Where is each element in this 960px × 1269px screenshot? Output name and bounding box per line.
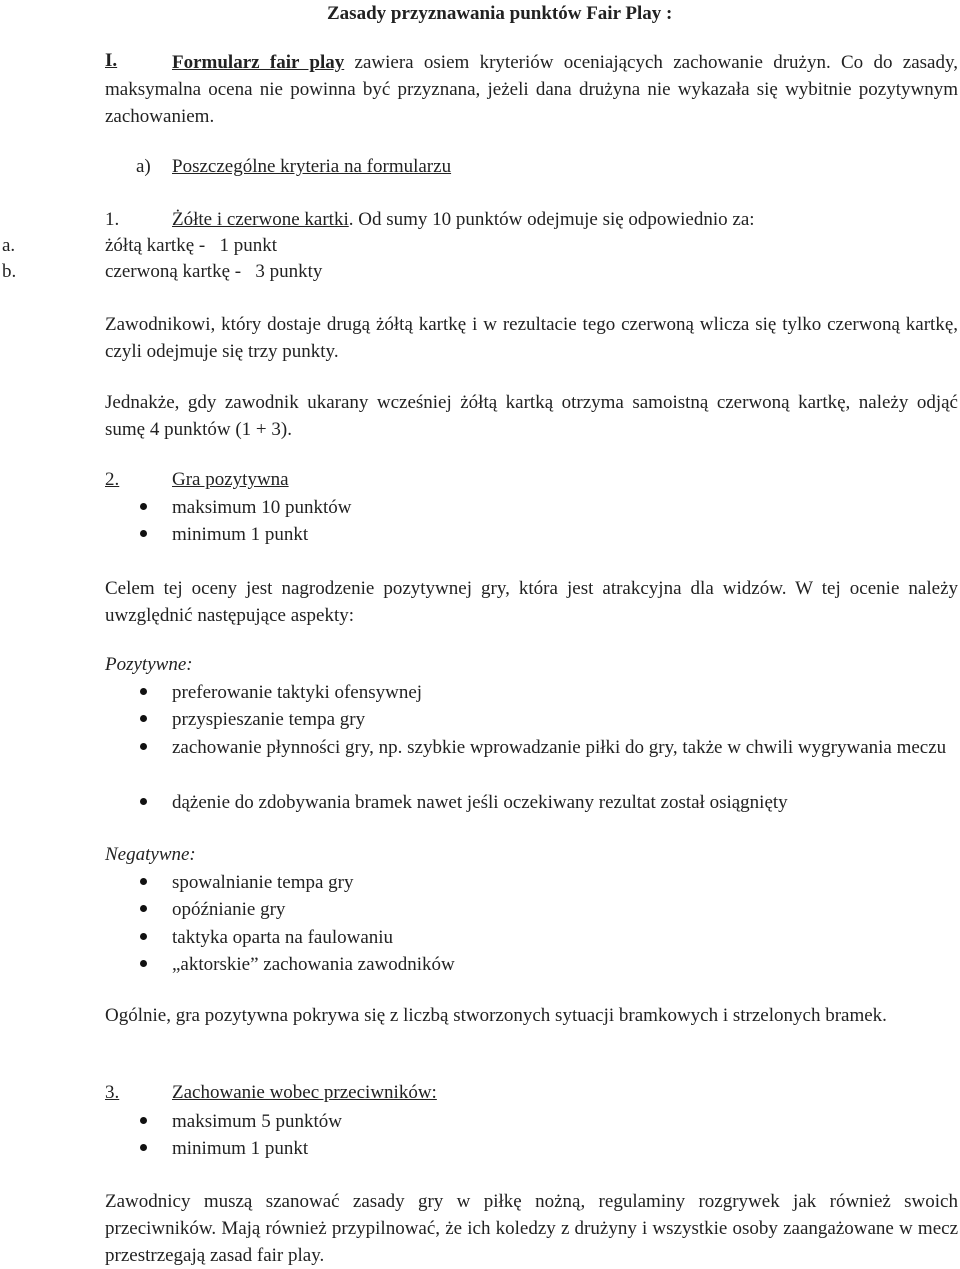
bullet-icon: [140, 905, 147, 912]
criterion-2-summary: Ogólnie, gra pozytywna pokrywa się z liczbą stworzonych sytuacji bramkowych i strzelonych bramek.: [105, 1005, 887, 1026]
negative-label: Negatywne:: [105, 844, 196, 865]
bullet-text: „aktorskie” zachowania zawodników: [172, 954, 455, 975]
positive-label: Pozytywne:: [105, 654, 193, 675]
bullet-text: spowalnianie tempa gry: [172, 872, 354, 893]
page-title: Zasady przyznawania punktów Fair Play :: [327, 3, 673, 24]
positive-item: [172, 789, 788, 816]
bullet-icon: [140, 798, 147, 805]
negative-item: [172, 924, 393, 951]
criterion-1-text: . Od sumy 10 punktów odejmuje się odpowiednio za:: [348, 209, 755, 230]
criterion-3-paragraph: Zawodnicy muszą szanować zasady gry w piłkę nożną, regulaminy rozgrywek jak również swoich przeciwników. Mają również przypilnować, że ich koledzy z drużyny i wszystkie osoby zaangażowane w mecz przestrzegają zasad fair play.: [105, 1191, 958, 1266]
subsection-a-marker: a): [136, 156, 151, 177]
list-marker-a: a.: [2, 235, 16, 256]
positive-item: [172, 679, 422, 706]
bullet-text: przyspieszanie tempa gry: [172, 709, 366, 730]
negative-item: [172, 869, 354, 896]
criterion-2-title: Gra pozytywna: [172, 469, 289, 490]
list-marker-b: b.: [2, 261, 17, 282]
bullet-icon: [140, 1144, 147, 1151]
criterion-1-line: [172, 208, 755, 232]
criterion-2-paragraph: Celem tej oceny jest nagrodzenie pozytywnej gry, która jest atrakcyjna dla widzów. W tej ocenie należy uwzględnić następujące aspekty:: [105, 578, 958, 626]
bullet-icon: [140, 743, 147, 750]
bullet-text: minimum 1 punkt: [172, 524, 309, 545]
criterion-1-paragraph-1: Zawodnikowi, który dostaje drugą żółtą kartkę i w rezultacie tego czerwoną wlicza się tylko czerwoną kartkę, czyli odejmuje się trzy punkty.: [105, 314, 958, 362]
criterion-1-number: 1.: [105, 209, 120, 230]
bullet-text: preferowanie taktyki ofensywnej: [172, 682, 423, 703]
criterion-2-number: 2.: [105, 469, 120, 490]
criterion-3-title: Zachowanie wobec przeciwników:: [172, 1082, 437, 1103]
bullet-item: [172, 1135, 308, 1162]
bullet-icon: [140, 1117, 147, 1124]
bullet-text: taktyka oparta na faulowaniu: [172, 927, 394, 948]
red-card-item: czerwoną kartkę - 3 punkty: [105, 261, 323, 282]
yellow-card-item: żółtą kartkę - 1 punkt: [105, 235, 278, 256]
bullet-item: [172, 494, 351, 521]
bullet-text: maksimum 5 punktów: [172, 1111, 342, 1132]
negative-item: [172, 951, 455, 978]
bullet-text: minimum 1 punkt: [172, 1138, 309, 1159]
bullet-item: [172, 1108, 342, 1135]
criterion-1-paragraph-2: Jednakże, gdy zawodnik ukarany wcześniej żółtą kartką otrzyma samoistną czerwoną kartkę, należy odjąć sumę 4 punktów (1 + 3).: [105, 392, 958, 440]
bullet-text: opóźnianie gry: [172, 899, 286, 920]
section-1-numeral: I.: [105, 50, 118, 71]
positive-item: [172, 706, 365, 733]
bullet-icon: [140, 933, 147, 940]
bullet-icon: [140, 503, 147, 510]
subsection-a-heading: Poszczególne kryteria na formularzu: [172, 156, 452, 177]
bullet-icon: [140, 715, 147, 722]
criterion-1-title: Żółte i czerwone kartki: [172, 209, 349, 230]
positive-item: [172, 734, 958, 761]
bullet-icon: [140, 878, 147, 885]
section-1-paragraph: [105, 49, 958, 130]
bullet-icon: [140, 960, 147, 967]
bullet-text: zachowanie płynności gry, np. szybkie wprowadzanie piłki do gry, także w chwili wygrywania meczu: [172, 737, 947, 758]
formularz-fair-play-link[interactable]: Formularz fair play: [172, 52, 345, 73]
bullet-icon: [140, 688, 147, 695]
bullet-item: [172, 521, 308, 548]
criterion-3-number: 3.: [105, 1082, 120, 1103]
bullet-text: dążenie do zdobywania bramek nawet jeśli oczekiwany rezultat został osiągnięty: [172, 792, 788, 813]
bullet-icon: [140, 530, 147, 537]
section-1-text: zawiera osiem kryteriów oceniających zachowanie drużyn. Co do zasady, maksymalna ocena nie powinna być przyznana, jeżeli dana drużyna nie wykazała się wybitnie pozytywnym zachowaniem.: [105, 52, 958, 127]
bullet-text: maksimum 10 punktów: [172, 497, 352, 518]
negative-item: [172, 896, 285, 923]
